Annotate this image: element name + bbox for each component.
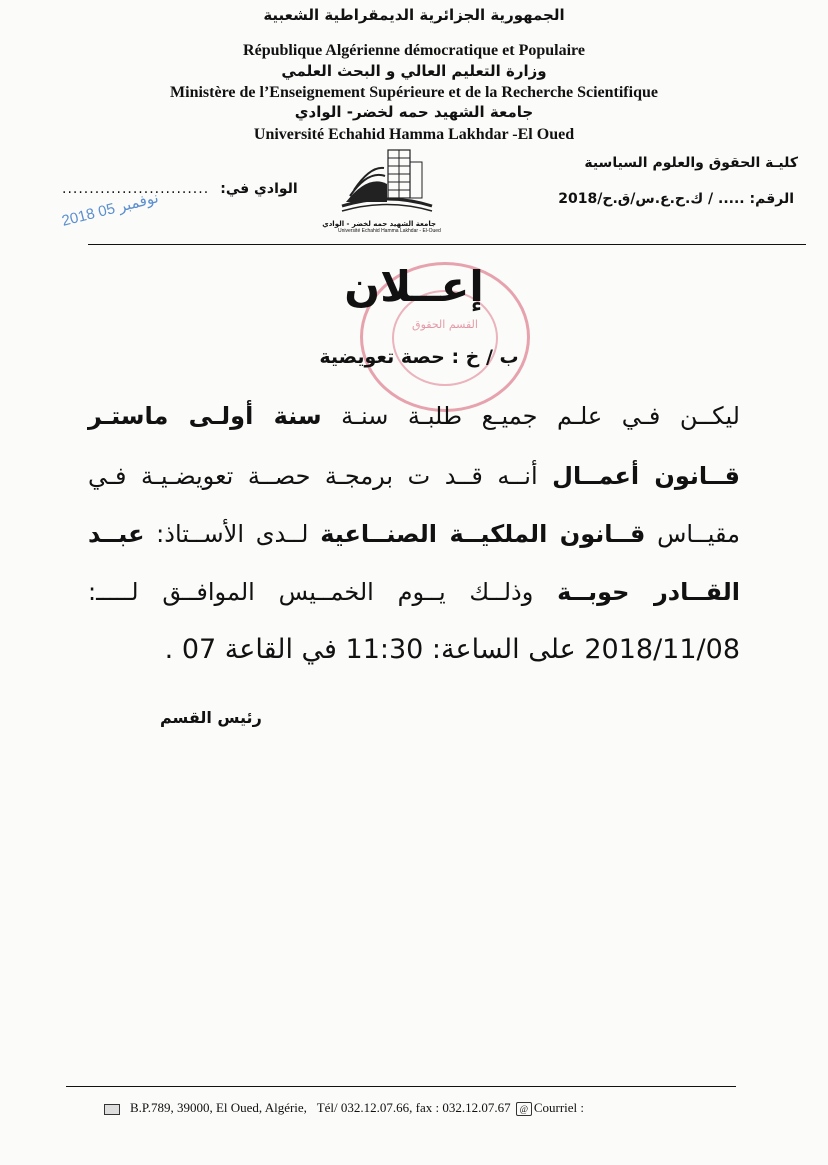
line3-text-2: لــدى الأســتاذ: bbox=[144, 520, 321, 548]
signature-title: رئيس القسم bbox=[160, 708, 262, 727]
faculty-name: كليـة الحقوق والعلوم السياسية bbox=[584, 155, 798, 171]
line3-text: مقيــاس bbox=[645, 520, 741, 548]
ministry-arabic: وزارة التعليم العالي و البحث العلمي bbox=[281, 62, 547, 80]
footer-phone-fax: Tél/ 032.12.07.66, fax : 032.12.07.67 bbox=[316, 1100, 511, 1115]
notice-subject: ب / خ : حصة تعويضية bbox=[319, 346, 519, 368]
line2-speciality: قــانون أعمــال bbox=[552, 462, 741, 490]
logo-caption-arabic: جامعة الشهيد حمه لخضر - الوادي bbox=[322, 220, 436, 228]
building-book-icon bbox=[338, 144, 436, 216]
line4-text: وذلــك يــوم الخمــيس الموافــق لـــــ: bbox=[88, 578, 558, 606]
republic-arabic: الجمهورية الجزائرية الديمقراطية الشعبية bbox=[263, 6, 565, 24]
place-date bbox=[62, 178, 298, 197]
university-logo bbox=[322, 144, 441, 236]
line3-module: قــانون الملكيــة الصنــاعية bbox=[320, 520, 646, 548]
ministry-french: Ministère de l’Enseignement Supérieure et de la Recherche Scientifique bbox=[170, 84, 658, 101]
logo-caption-french: Université Echahid Hamma Lakhdar - El-Oued bbox=[338, 228, 441, 234]
header-divider bbox=[88, 244, 806, 245]
footer-contact bbox=[104, 1100, 744, 1116]
notice-line-4 bbox=[88, 580, 740, 604]
place-date-dots: ........................... bbox=[62, 181, 210, 197]
notice-title: إعــلان bbox=[344, 262, 484, 311]
university-french: Université Echahid Hamma Lakhdar -El Oued bbox=[253, 126, 575, 143]
notice-line-1 bbox=[88, 404, 740, 428]
notice-line-2 bbox=[88, 464, 740, 488]
republic-french: République Algérienne démocratique et Populaire bbox=[243, 42, 585, 59]
footer-divider bbox=[66, 1086, 736, 1087]
email-icon: @ bbox=[516, 1102, 532, 1116]
reception-date-stamp: 2018 نوفمبر 05 bbox=[60, 189, 161, 230]
footer-email-label: Courriel : bbox=[533, 1100, 585, 1115]
place-date-label: الوادي في: bbox=[220, 181, 298, 197]
reference-number: الرقم: ..... / ك.ح.ع.س/ق.ح/2018 bbox=[558, 191, 794, 207]
line1-text: ليكــن فـي علـم جميـع طلبـة سنـة bbox=[321, 402, 740, 430]
line1-level: سنة أولـى ماستـر bbox=[88, 402, 322, 430]
notice-line-3 bbox=[88, 522, 740, 546]
line3-teacher: عبــد bbox=[88, 520, 145, 548]
footer-address: B.P.789, 39000, El Oued, Algérie, bbox=[130, 1100, 307, 1115]
notice-line-5: 2018/11/08 على الساعة: 11:30 في القاعة 07 . bbox=[164, 634, 740, 665]
line2-text: أنــه قــد ت برمجـة حصــة تعويضـيـة فـي bbox=[88, 462, 553, 490]
mailbox-icon bbox=[104, 1104, 120, 1115]
official-stamp-text: القسم الحقوق bbox=[412, 318, 478, 331]
line4-teacher: القــادر حوبــة bbox=[557, 578, 741, 606]
university-arabic: جامعة الشهيد حمه لخضر- الوادي bbox=[294, 103, 534, 121]
